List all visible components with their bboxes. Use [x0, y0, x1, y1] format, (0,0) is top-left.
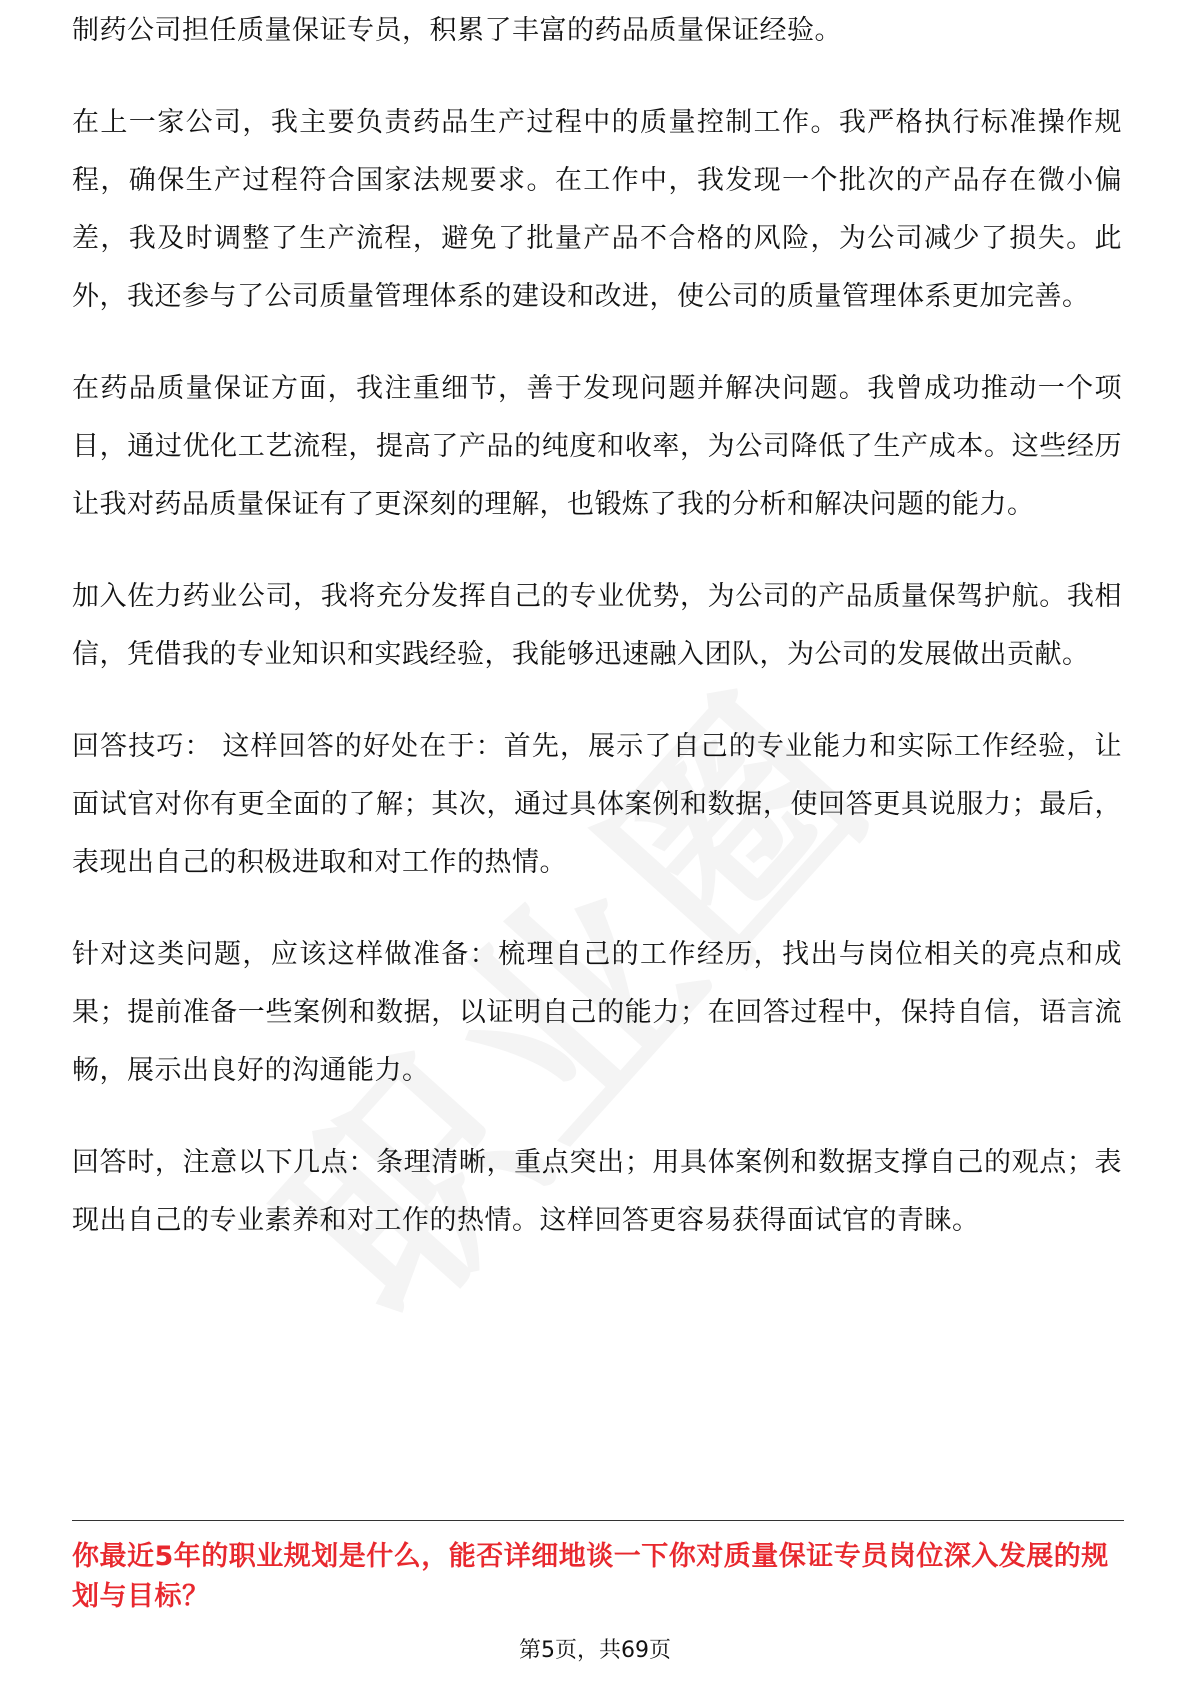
paragraph-preparation: 针对这类问题，应该这样做准备：梳理自己的工作经历，找出与岗位相关的亮点和成果；提前准备一些案例和数据，以证明自己的能力；在回答过程中，保持自信，语言流畅，展示出良好的沟通能力。 — [72, 939, 1122, 1086]
section-divider — [72, 1520, 1124, 1521]
answer-body — [72, 15, 1122, 1284]
next-question-heading: 你最近5年的职业规划是什么，能否详细地谈一下你对质量保证专员岗位深入发展的规划与目标？ — [72, 1541, 1109, 1612]
paragraph-continued: 制药公司担任质量保证专员，积累了丰富的药品质量保证经验。 — [72, 15, 842, 46]
paragraph-previous-company: 在上一家公司，我主要负责药品生产过程中的质量控制工作。我严格执行标准操作规程，确保生产过程符合国家法规要求。在工作中，我发现一个批次的产品存在微小偏差，我及时调整了生产流程，避免了批量产品不合格的风险，为公司减少了损失。此外，我还参与了公司质量管理体系的建设和改进，使公司的质量管理体系更加完善。 — [72, 107, 1122, 312]
page-number-footer: 第5页，共69页 — [519, 1638, 671, 1663]
paragraph-answer-tips: 回答技巧： 这样回答的好处在于：首先，展示了自己的专业能力和实际工作经验，让面试官对你有更全面的了解；其次，通过具体案例和数据，使回答更具说服力；最后，表现出自己的积极进取和对工作的热情。 — [72, 731, 1122, 878]
paragraph-quality-assurance: 在药品质量保证方面，我注重细节，善于发现问题并解决问题。我曾成功推动一个项目，通过优化工艺流程，提高了产品的纯度和收率，为公司降低了生产成本。这些经历让我对药品质量保证有了更深刻的理解，也锻炼了我的分析和解决问题的能力。 — [72, 373, 1122, 520]
paragraph-join-company: 加入佐力药业公司，我将充分发挥自己的专业优势，为公司的产品质量保驾护航。我相信，凭借我的专业知识和实践经验，我能够迅速融入团队，为公司的发展做出贡献。 — [72, 581, 1122, 670]
paragraph-notes: 回答时，注意以下几点：条理清晰，重点突出；用具体案例和数据支撑自己的观点；表现出自己的专业素养和对工作的热情。这样回答更容易获得面试官的青睐。 — [72, 1147, 1122, 1236]
